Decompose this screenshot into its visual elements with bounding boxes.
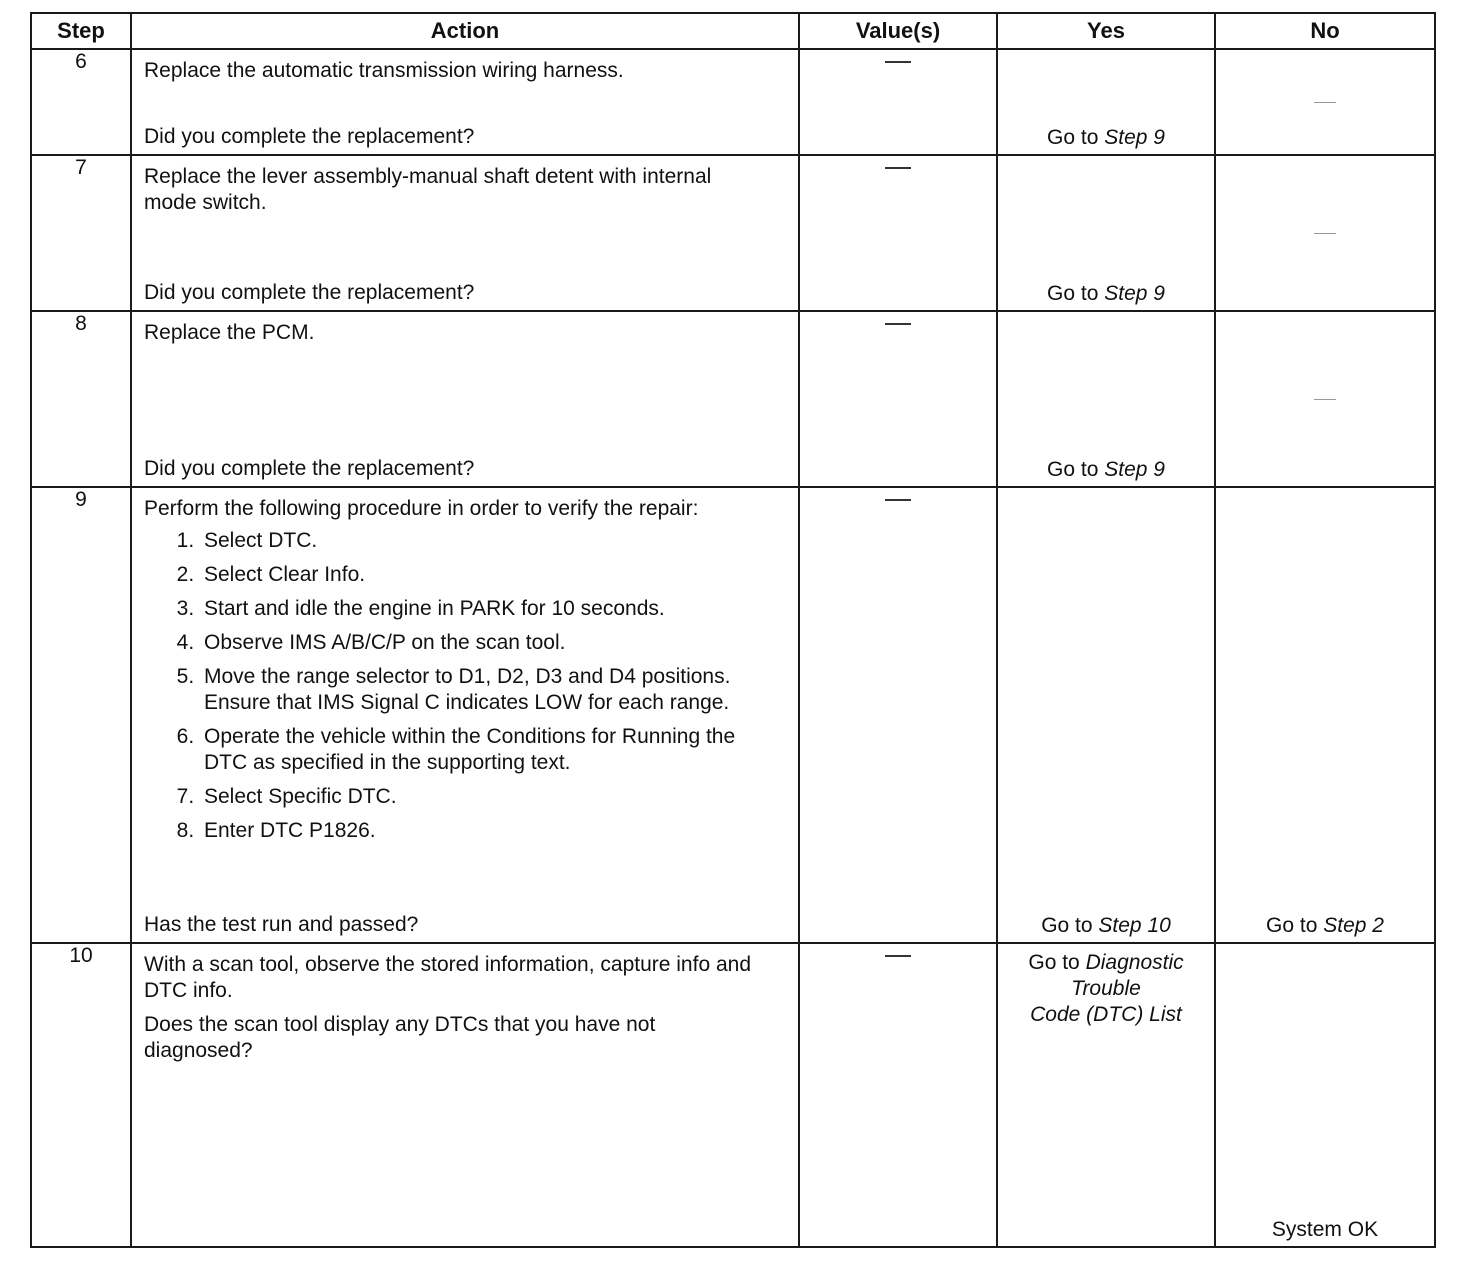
action-cell	[131, 155, 799, 311]
yes-goto-link[interactable]: Step 10	[1098, 914, 1171, 937]
system-ok-text: System OK	[1271, 1218, 1379, 1241]
yes-goto-link[interactable]: Step 9	[1104, 282, 1165, 305]
header-no: No	[1215, 13, 1435, 49]
value-dash	[885, 167, 911, 169]
list-item: 3. Start and idle the engine in PARK for 10 seconds.	[200, 596, 758, 622]
action-instruction: With a scan tool, observe the stored information, capture info and DTC info. Does the scan tool display any DTCs that you have not diagnosed?	[132, 944, 798, 1064]
table-row-step-8	[31, 311, 1435, 487]
no-dash	[1314, 233, 1336, 234]
list-item: 7. Select Specific DTC.	[200, 784, 758, 810]
list-item: 4. Observe IMS A/B/C/P on the scan tool.	[200, 630, 758, 656]
no-cell	[1215, 155, 1435, 311]
yes-goto: Go to Step 9	[1047, 458, 1165, 481]
no-dash	[1314, 102, 1336, 103]
no-cell	[1215, 943, 1435, 1247]
action-question: Did you complete the replacement?	[144, 281, 475, 304]
header-action: Action	[131, 13, 799, 49]
yes-cell	[997, 155, 1215, 311]
value-dash	[885, 955, 911, 957]
step-number: 7	[31, 155, 131, 311]
procedure-list	[144, 528, 758, 844]
no-cell	[1215, 311, 1435, 487]
yes-goto: Go to Step 9	[1047, 126, 1165, 149]
value-cell	[799, 943, 997, 1247]
action-cell	[131, 943, 799, 1247]
action-question: Has the test run and passed?	[144, 913, 419, 936]
no-dash	[1314, 399, 1336, 400]
list-item: 5. Move the range selector to D1, D2, D3 and D4 positions. Ensure that IMS Signal C indicates LOW for each range.	[200, 664, 758, 716]
header-yes: Yes	[997, 13, 1215, 49]
value-dash	[885, 61, 911, 63]
no-goto-link[interactable]: Step 2	[1323, 914, 1384, 937]
no-cell	[1215, 49, 1435, 155]
header-step: Step	[31, 13, 131, 49]
yes-cell	[997, 311, 1215, 487]
value-cell	[799, 311, 997, 487]
action-instruction: Replace the lever assembly-manual shaft detent with internal mode switch.	[144, 165, 712, 214]
yes-goto-link[interactable]: Step 9	[1104, 458, 1165, 481]
list-item: 1. Select DTC.	[200, 528, 758, 554]
yes-cell	[997, 49, 1215, 155]
value-cell	[799, 49, 997, 155]
step-number: 9	[31, 487, 131, 943]
value-dash	[885, 323, 911, 325]
yes-goto-link[interactable]: Step 9	[1104, 126, 1165, 149]
step-number: 6	[31, 49, 131, 155]
action-question: Did you complete the replacement?	[144, 125, 475, 148]
yes-goto: Go to Step 10	[1041, 914, 1171, 937]
action-cell	[131, 49, 799, 155]
header-values: Value(s)	[799, 13, 997, 49]
list-item: 2. Select Clear Info.	[200, 562, 758, 588]
diagnostic-table	[30, 12, 1436, 1248]
action-instruction: Replace the automatic transmission wiring harness.	[144, 59, 624, 82]
action-question: Does the scan tool display any DTCs that you have not diagnosed?	[144, 1013, 656, 1062]
action-instruction: Perform the following procedure in order to verify the repair: 1. Select DTC. 2. Select Clear Info. 3. Start and idle the engine in PARK for 10 seconds. 4. Observe IMS A/B/C/P on the scan tool. 5. Move the range selector to D1, D2, D3 and D4 positions. Ensure that IMS Signal C indicates LOW for each range. 6. Operate the vehicle within the Conditions for Running the DTC as specified in the supporting text. 7. Select Specific DTC. 8. Enter DTC P1826.	[132, 488, 798, 844]
action-cell	[131, 487, 799, 943]
list-item: 6. Operate the vehicle within the Conditions for Running the DTC as specified in the supporting text.	[200, 724, 758, 776]
header-row	[31, 13, 1435, 49]
action-cell	[131, 311, 799, 487]
value-cell	[799, 155, 997, 311]
action-instruction: Replace the PCM.	[144, 321, 315, 344]
list-item: 8. Enter DTC P1826.	[200, 818, 758, 844]
action-question: Did you complete the replacement?	[144, 457, 475, 480]
table-row-step-10	[31, 943, 1435, 1247]
yes-cell	[997, 487, 1215, 943]
step-number: 8	[31, 311, 131, 487]
yes-goto: Go to Step 9	[1047, 282, 1165, 305]
yes-goto: Go to Diagnostic Trouble Code (DTC) List	[1028, 951, 1184, 1026]
yes-goto-link[interactable]: Diagnostic	[1085, 951, 1184, 974]
table-row-step-9	[31, 487, 1435, 943]
yes-cell	[997, 943, 1215, 1247]
table-row-step-6	[31, 49, 1435, 155]
step-number: 10	[31, 943, 131, 1247]
no-cell	[1215, 487, 1435, 943]
no-goto: Go to Step 2	[1266, 914, 1384, 937]
table-row-step-7	[31, 155, 1435, 311]
value-cell	[799, 487, 997, 943]
value-dash	[885, 499, 911, 501]
